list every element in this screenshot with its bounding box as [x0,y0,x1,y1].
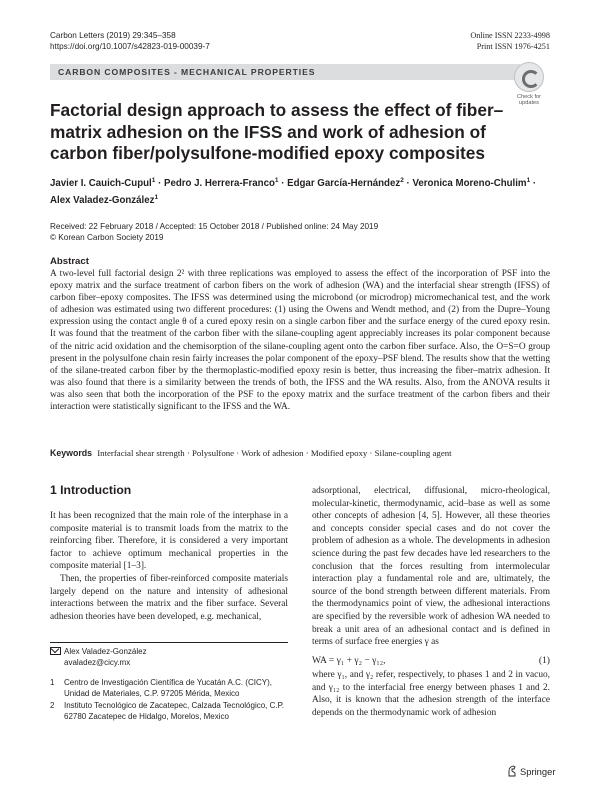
equation-number: (1) [538,655,550,666]
corresponding-author-note [50,647,288,668]
paragraph: It has been recognized that the main role of the interphase in a composite material is to transmit loads from the matrix to the reinforcing fiber. Therefore, it is considered a very important factor to achieve optimum mechanical properties in the composite material [1–3]. [50,511,288,572]
abstract-heading: Abstract [50,256,89,267]
author-name[interactable]: Veronica Moreno-Chulim [412,178,527,190]
envelope-icon [50,647,61,659]
publisher-logo [507,765,555,777]
copyright-line: © Korean Carbon Society 2019 [50,233,164,242]
paragraph: Then, the properties of fiber-reinforced composite materials largely depend on the nature and intensity of adhesional interactions between the matrix and the fiber surface. Several adhesion theories have been developed, e.g. mechanical, [50,573,288,622]
affiliation-footnote [50,678,288,699]
keywords-line [50,447,550,459]
springer-horse-icon [507,765,517,777]
paragraph: where γ₁, and γ₂ refer, respectively, to phases 1 and 2 in vacuo, and γ₁₂ to the interfacial free energy between phases 1 and 2. Also, it is known that the adhesion strength of the interface depends on the thermodynamic work of adhesion [312,670,550,718]
check-updates-label: Check for updates [517,94,541,107]
affiliation-footnote [50,701,288,722]
author-affiliation-mark: 1 [274,177,279,184]
keywords-list: Interfacial shear strength · Polysulfone · Work of adhesion · Modified epoxy · Silane-coupling agent [97,448,452,458]
corresponding-author-name: Alex Valadez-González [64,647,147,656]
affiliation-text: Centro de Investigación Científica de Yucatán A.C. (CICY), Unidad de Materiales, C.P. 97205 Mérida, Mexico [64,678,272,698]
print-issn: Print ISSN 1976-4251 [476,42,550,51]
author-affiliation-mark: 2 [400,177,404,184]
author-list: Javier I. Cauich-Cupul$^1$ · Pedro J. Herrera-Franco$^1$ · Edgar García-Hernández$^2$ · Veronica Moreno-Chulim$^1$ · Alex Valadez-González$^1$ [50,177,537,207]
body-column-right-continued [312,669,550,719]
keywords-label: Keywords [50,448,93,458]
author-name[interactable]: Pedro J. Herrera-Franco [163,178,275,190]
author-affiliation-mark: 1 [151,177,156,184]
author-name[interactable]: Alex Valadez-González [50,195,155,207]
journal-header [50,30,210,52]
publication-history [50,221,550,243]
section-heading-introduction: 1 Introduction [50,483,132,497]
body-column-right [312,485,550,649]
section-category-label: CARBON COMPOSITES - MECHANICAL PROPERTIES [58,67,316,77]
abstract-text: A two-level full factorial design 2² with three replications was employed to assess the effect of the incorporation of PSF into the epoxy matrix and the surface treatment of carbon fibers on the work of adhesion (WA) and the interfacial shear strength (IFSS) of carbon fiber–epoxy composites. The IFSS was determined using the microbond (or microdrop) micromechanical test, and the work of adhesion was estimated using two different procedures: (1) using the Owens and Wendt method, and (2) from the Dupre–Young expression using the contact angle θ of a cured epoxy resin on a single carbon fiber and the surface energy of the cured epoxy resin. It was found that the treatment of the carbon fiber with the silane-coupling agent appreciably increases its polar component because of the nitric acid oxidation and the chemisorption of the silane-coupling agent onto the carbon fiber surface. Also, the O=S=O group present in the polysulfone chain resin fairly increases the polar component of the epoxy–PSF blend. The results show that the wetting of the silane-treated carbon fiber by the thermoplastic-modified epoxy resin is better, thus increasing the fiber–matrix adhesion. It was also found that there is a similarity between the trends of both, the IFSS and the WA results. Also, from the ANOVA results it was also seen that both the incorporation of the PSF to the epoxy matrix and the surface treatment of the carbon fibers and their interaction were statistically significant to the IFSS and the WA. [50,269,550,413]
section-category-bar [50,64,520,80]
equation-expression: WA = γ₁ + γ₂ − γ₁₂, [312,655,386,666]
author-affiliation-mark: 1 [526,177,531,184]
footnote-divider [50,642,288,643]
journal-citation: Carbon Letters (2019) 29:345–358 [50,31,176,40]
issn-block [470,30,550,52]
update-check-icon [514,62,544,92]
author-name[interactable]: Javier I. Cauich-Cupul [50,178,152,190]
corresponding-author-email[interactable]: avaladez@cicy.mx [64,657,131,667]
online-issn: Online ISSN 2233-4998 [470,31,550,40]
publisher-name: Springer [520,766,556,777]
footnote-mark: 2 [50,701,55,710]
author-name[interactable]: Edgar García-Hernández [287,178,401,190]
article-title: Factorial design approach to assess the effect of fiber–matrix adhesion on the IFSS and work of adhesion of carbon fiber/polysulfone-modified epoxy composites [50,100,504,163]
paragraph: adsorptional, electrical, diffusional, micro-rheological, molecular-kinetic, thermodynamic, acid–base as well as some other concepts of adhesion [4, 5]. However, all these theories and concepts consider special cases and do not cover the problem of adhesion as a whole. The developments in adhesion science during the past few decades have led researchers to the conclusion that the forces resulting from intermolecular interaction play a fundamental role and are, ultimately, the source of the bond strength between different materials. From the thermodynamics point of view, the adhesional interactions are specified by the reversible work of adhesion WA needed to break a unit area of an adhesional contact and is defined in terms of surface free energies γ as [312,486,550,648]
equation-1 [312,655,550,666]
doi-link[interactable]: https://doi.org/10.1007/s42823-019-00039-7 [50,42,210,51]
author-affiliation-mark: 1 [154,194,159,202]
footnote-mark: 1 [50,678,55,687]
body-column-left [50,510,288,623]
affiliation-text: Instituto Tecnológico de Zacatepec, Calzada Tecnológico, C.P. 62780 Zacatepec de Hidalgo, Morelos, Mexico [64,701,285,721]
received-dates: Received: 22 February 2018 / Accepted: 15 October 2018 / Published online: 24 May 2019 [50,222,379,231]
